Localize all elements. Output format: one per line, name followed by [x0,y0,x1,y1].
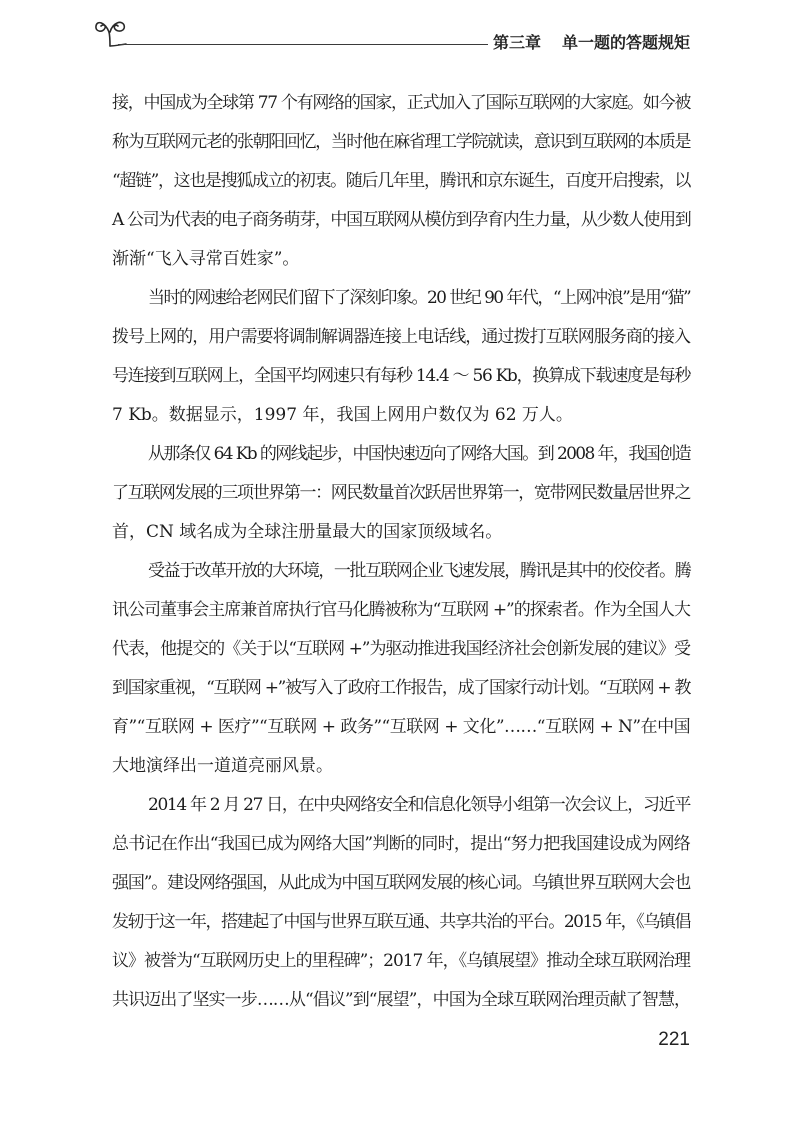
paragraph-1 [112,84,690,279]
text-line: “超链”，这也是搜狐成立的初衷。随后几年里，腾讯和京东诞生，百度开启搜索，以 [112,171,691,191]
running-header [493,33,690,53]
text-line: 2014 年 2 月 27 日，在中央网络安全和信息化领导小组第一次会议上，习近平 [148,795,690,815]
chapter-title: 单一题的答题规矩 [561,33,690,52]
text-line: 育”“互联网 + 医疗”“互联网 + 政务”“互联网 + 文化”……“互联网 + N”在中国 [112,717,690,737]
text-line: 称为互联网元老的张朝阳回忆，当时他在麻省理工学院就读，意识到互联网的本质是 [112,132,690,152]
text-line: 号连接到互联网上，全国平均网速只有每秒 14.4 ～ 56 Kb，换算成下载速度是每秒 [112,366,690,386]
page-number: 221 [658,1029,690,1050]
text-line: 受益于改革开放的大环境，一批互联网企业飞速发展，腾讯是其中的佼佼者。腾 [148,561,690,581]
text-line: 讯公司董事会主席兼首席执行官马化腾被称为“互联网 +”的探索者。作为全国人大 [112,600,690,620]
text-line: 首，CN 域名成为全球注册量最大的国家顶级域名。 [112,522,503,542]
text-line: 到国家重视，“互联网 +”被写入了政府工作报告，成了国家行动计划。“互联网 + 教 [112,678,690,698]
text-line: 总书记在作出“我国已成为网络大国”判断的同时，提出“努力把我国建设成为网络 [112,834,690,854]
text-line: 7 Kb。数据显示，1997 年，我国上网用户数仅为 62 万人。 [112,405,573,425]
text-line: 议》被誉为“互联网历史上的里程碑”；2017 年，《乌镇展望》推动全球互联网治理 [112,951,690,971]
paragraph-5 [112,786,690,1020]
text-line: 大地演绎出一道道亮丽风景。 [112,756,333,776]
text-line: 强国”。建设网络强国，从此成为中国互联网发展的核心词。乌镇世界互联网大会也 [112,873,690,893]
chapter-label: 第三章 [493,33,542,52]
text-line: 发轫于这一年，搭建起了中国与世界互联互通、共享共治的平台。2015 年，《乌镇倡 [112,912,690,932]
text-line: 接，中国成为全球第 77 个有网络的国家，正式加入了国际互联网的大家庭。如今被 [112,93,690,113]
page-body [112,84,690,1020]
paragraph-2 [112,279,690,435]
paragraph-4 [112,552,690,786]
text-line: 当时的网速给老网民们留下了深刻印象。20 世纪 90 年代，“上网冲浪”是用“猫” [148,288,690,308]
text-line: 代表，他提交的《关于以“互联网 +”为驱动推进我国经济社会创新发展的建议》受 [112,639,690,659]
header-rule [118,44,488,45]
text-line: A 公司为代表的电子商务萌芽，中国互联网从模仿到孕育内生力量，从少数人使用到 [112,210,691,230]
text-line: 拨号上网的，用户需要将调制解调器连接上电话线，通过拨打互联网服务商的接入 [112,327,690,347]
text-line: 了互联网发展的三项世界第一：网民数量首次跃居世界第一，宽带网民数量居世界之 [112,483,690,503]
text-line: 渐渐“飞入寻常百姓家”。 [112,249,300,269]
text-line: 从那条仅 64 Kb 的网线起步，中国快速迈向了网络大国。到 2008 年，我国创造 [148,444,690,464]
text-line: 共识迈出了坚实一步……从“倡议”到“展望”，中国为全球互联网治理贡献了智慧， [112,990,690,1010]
paragraph-3 [112,435,690,552]
